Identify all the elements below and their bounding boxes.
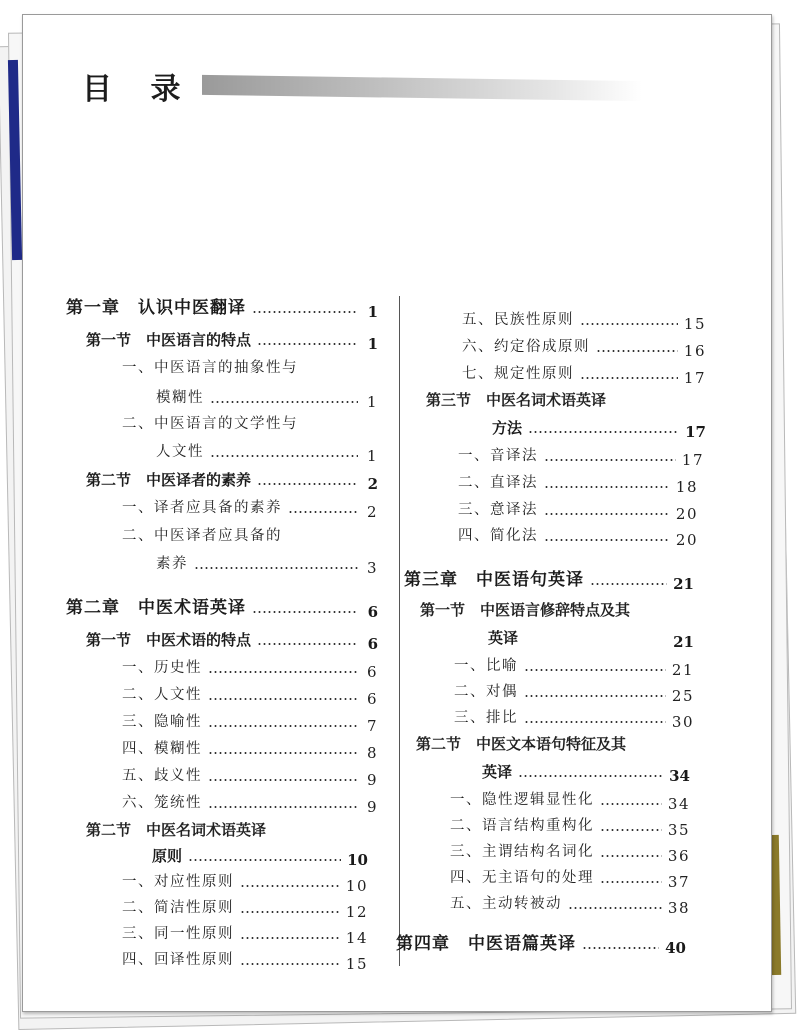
toc-label: 一、比喻 xyxy=(454,658,518,674)
toc-label: 二、语言结构重构化 xyxy=(450,818,594,834)
leader-dots xyxy=(288,511,358,513)
leader-dots xyxy=(524,721,666,723)
toc-item[interactable] xyxy=(122,872,368,895)
toc-page-number: 7 xyxy=(366,717,378,735)
toc-item[interactable] xyxy=(462,364,706,387)
toc-section-continued[interactable] xyxy=(492,418,706,441)
leader-dots xyxy=(528,431,679,433)
toc-page-number: 36 xyxy=(667,847,690,865)
toc-label: 第二章 中医术语英译 xyxy=(66,598,246,618)
toc-label: 五、歧义性 xyxy=(122,768,202,784)
toc-label: 四、模糊性 xyxy=(122,741,202,757)
toc-page-number: 6 xyxy=(367,635,378,653)
page-title: 目 录 xyxy=(82,72,195,107)
toc-item[interactable] xyxy=(450,842,690,865)
toc-label: 素养 xyxy=(156,556,188,572)
leader-dots xyxy=(600,855,662,857)
toc-page-number: 17 xyxy=(683,369,706,387)
toc-label: 六、笼统性 xyxy=(122,795,202,811)
toc-label: 一、音译法 xyxy=(458,448,538,464)
toc-page-number: 12 xyxy=(345,903,368,921)
toc-label: 方法 xyxy=(492,419,523,437)
leader-dots xyxy=(240,963,340,965)
toc-page-number: 6 xyxy=(366,690,378,708)
toc-item-line[interactable]: 二、中医语言的文学性与 xyxy=(122,416,298,432)
toc-section-continued[interactable] xyxy=(152,846,368,869)
toc-page-number: 10 xyxy=(347,851,368,869)
toc-chapter-4[interactable] xyxy=(396,934,686,957)
toc-label: 第三章 中医语句英译 xyxy=(404,570,584,590)
leader-dots xyxy=(600,881,662,883)
toc-item[interactable] xyxy=(156,442,378,465)
toc-label: 七、规定性原则 xyxy=(462,366,574,382)
toc-page-number: 14 xyxy=(345,929,368,947)
toc-page-number: 1 xyxy=(366,447,378,465)
toc-item[interactable] xyxy=(156,388,378,411)
toc-item-line[interactable]: 二、中医译者应具备的 xyxy=(122,528,282,544)
leader-dots xyxy=(596,350,678,352)
toc-label: 第一节 中医术语的特点 xyxy=(86,631,252,649)
toc-page-number: 6 xyxy=(367,603,378,621)
leader-dots xyxy=(544,539,670,541)
leader-dots xyxy=(524,669,666,671)
toc-label: 三、主谓结构名词化 xyxy=(450,844,594,860)
leader-dots xyxy=(208,779,358,781)
toc-label: 六、约定俗成原则 xyxy=(462,339,590,355)
leader-dots xyxy=(257,483,358,485)
toc-page-number: 21 xyxy=(673,633,694,651)
toc-label: 四、回译性原则 xyxy=(122,952,234,968)
leader-dots xyxy=(257,343,358,345)
toc-label: 三、隐喻性 xyxy=(122,714,202,730)
toc-item[interactable] xyxy=(450,868,690,891)
leader-dots xyxy=(240,937,340,939)
toc-section-2-1[interactable] xyxy=(86,630,378,653)
toc-page-number: 25 xyxy=(671,687,694,705)
toc-label: 二、直译法 xyxy=(458,475,538,491)
toc-item[interactable] xyxy=(122,766,378,789)
toc-page-number: 34 xyxy=(669,767,690,785)
toc-section-3-1[interactable]: 第一节 中医语言修辞特点及其 xyxy=(420,601,631,619)
toc-page-number: 37 xyxy=(667,873,690,891)
leader-dots xyxy=(590,583,667,585)
toc-label: 第四章 中医语篇英译 xyxy=(396,934,576,954)
leader-dots xyxy=(257,643,358,645)
toc-section-continued[interactable] xyxy=(488,628,694,651)
toc-page-number: 15 xyxy=(345,955,368,973)
leader-dots xyxy=(194,567,358,569)
toc-page-number: 18 xyxy=(675,478,698,496)
toc-page-number: 1 xyxy=(367,335,378,353)
toc-page-number: 16 xyxy=(683,342,706,360)
leader-dots xyxy=(252,311,358,313)
toc-item[interactable] xyxy=(462,337,706,360)
toc-label: 模糊性 xyxy=(156,390,204,406)
toc-item[interactable] xyxy=(122,739,378,762)
toc-item[interactable] xyxy=(458,446,704,469)
toc-page-number: 8 xyxy=(366,744,378,762)
toc-page-number: 30 xyxy=(671,713,694,731)
toc-label: 原则 xyxy=(152,847,183,865)
leader-dots xyxy=(582,947,659,949)
leader-dots xyxy=(208,671,358,673)
toc-label: 第二节 中医译者的素养 xyxy=(86,471,252,489)
toc-label: 三、同一性原则 xyxy=(122,926,234,942)
leader-dots xyxy=(208,725,358,727)
toc-item[interactable] xyxy=(454,656,694,679)
leader-dots xyxy=(210,455,358,457)
toc-section-2-2[interactable]: 第二节 中医名词术语英译 xyxy=(86,821,267,839)
toc-label: 一、隐性逻辑显性化 xyxy=(450,792,594,808)
leader-dots xyxy=(188,859,341,861)
leader-dots xyxy=(524,641,667,643)
toc-page-number: 35 xyxy=(667,821,690,839)
toc-page-number: 1 xyxy=(367,303,378,321)
toc-section-1-2[interactable] xyxy=(86,470,378,493)
toc-section-3-2[interactable]: 第二节 中医文本语句特征及其 xyxy=(416,735,627,753)
toc-page-number: 21 xyxy=(671,661,694,679)
leader-dots xyxy=(544,486,670,488)
leader-dots xyxy=(210,401,358,403)
toc-label: 五、民族性原则 xyxy=(462,312,574,328)
leader-dots xyxy=(240,911,340,913)
toc-item[interactable] xyxy=(458,473,698,496)
toc-label: 四、简化法 xyxy=(458,528,538,544)
toc-section-2-3[interactable]: 第三节 中医名词术语英译 xyxy=(426,391,607,409)
toc-item[interactable] xyxy=(462,310,706,333)
column-divider xyxy=(399,296,400,966)
toc-item[interactable] xyxy=(122,658,378,681)
toc-label: 二、简洁性原则 xyxy=(122,900,234,916)
toc-item[interactable] xyxy=(458,500,698,523)
toc-label: 第一节 中医语言的特点 xyxy=(86,331,252,349)
toc-item[interactable] xyxy=(122,950,368,973)
leader-dots xyxy=(208,806,358,808)
leader-dots xyxy=(240,885,340,887)
toc-section-continued[interactable] xyxy=(482,762,690,785)
leader-dots xyxy=(544,459,676,461)
toc-item[interactable] xyxy=(122,898,368,921)
toc-page-number: 10 xyxy=(345,877,368,895)
toc-item[interactable] xyxy=(122,924,368,947)
toc-item[interactable] xyxy=(454,682,694,705)
toc-label: 英译 xyxy=(482,763,513,781)
toc-label: 三、排比 xyxy=(454,710,518,726)
toc-label: 一、历史性 xyxy=(122,660,202,676)
toc-page-number: 15 xyxy=(683,315,706,333)
toc-page-number: 20 xyxy=(675,505,698,523)
leader-dots xyxy=(580,323,678,325)
toc-label: 四、无主语句的处理 xyxy=(450,870,594,886)
toc-label: 一、译者应具备的素养 xyxy=(122,500,282,516)
leader-dots xyxy=(518,775,663,777)
toc-page-number: 6 xyxy=(366,663,378,681)
toc-label: 第一章 认识中医翻译 xyxy=(66,298,246,318)
toc-label: 一、对应性原则 xyxy=(122,874,234,890)
leader-dots xyxy=(208,698,358,700)
toc-item[interactable] xyxy=(122,685,378,708)
toc-item[interactable] xyxy=(454,708,694,731)
toc-chapter-2[interactable] xyxy=(66,598,378,621)
toc-item[interactable] xyxy=(450,790,690,813)
toc-chapter-3[interactable] xyxy=(404,570,694,593)
leader-dots xyxy=(580,377,678,379)
leader-dots xyxy=(252,611,358,613)
toc-page-number: 2 xyxy=(367,475,378,493)
toc-item[interactable] xyxy=(122,793,378,816)
leader-dots xyxy=(600,803,662,805)
toc-label: 二、人文性 xyxy=(122,687,202,703)
toc-label: 英译 xyxy=(488,629,519,647)
toc-item[interactable] xyxy=(458,526,698,549)
leader-dots xyxy=(600,829,662,831)
toc-page-number: 38 xyxy=(667,899,690,917)
toc-chapter-1[interactable] xyxy=(66,298,378,321)
toc-item[interactable] xyxy=(450,816,690,839)
toc-page-number: 21 xyxy=(673,575,694,593)
toc-item[interactable] xyxy=(156,554,378,577)
toc-page-number: 1 xyxy=(366,393,378,411)
toc-page-number: 2 xyxy=(366,503,378,521)
leader-dots xyxy=(568,907,662,909)
leader-dots xyxy=(208,752,358,754)
toc-page-number: 17 xyxy=(681,451,704,469)
toc-page-number: 34 xyxy=(667,795,690,813)
toc-label: 二、对偶 xyxy=(454,684,518,700)
toc-page-number: 40 xyxy=(665,939,686,957)
toc-page-number: 9 xyxy=(366,771,378,789)
toc-label: 人文性 xyxy=(156,444,204,460)
toc-item-line[interactable]: 一、中医语言的抽象性与 xyxy=(122,360,298,376)
toc-page-number: 3 xyxy=(366,559,378,577)
toc-item[interactable] xyxy=(122,498,378,521)
toc-page-number: 17 xyxy=(685,423,706,441)
leader-dots xyxy=(524,695,666,697)
toc-page-number: 9 xyxy=(366,798,378,816)
toc-item[interactable] xyxy=(122,712,378,735)
leader-dots xyxy=(544,513,670,515)
toc-section-1-1[interactable] xyxy=(86,330,378,353)
toc-item[interactable] xyxy=(450,894,690,917)
toc-label: 三、意译法 xyxy=(458,502,538,518)
toc-page-number: 20 xyxy=(675,531,698,549)
toc-label: 五、主动转被动 xyxy=(450,896,562,912)
